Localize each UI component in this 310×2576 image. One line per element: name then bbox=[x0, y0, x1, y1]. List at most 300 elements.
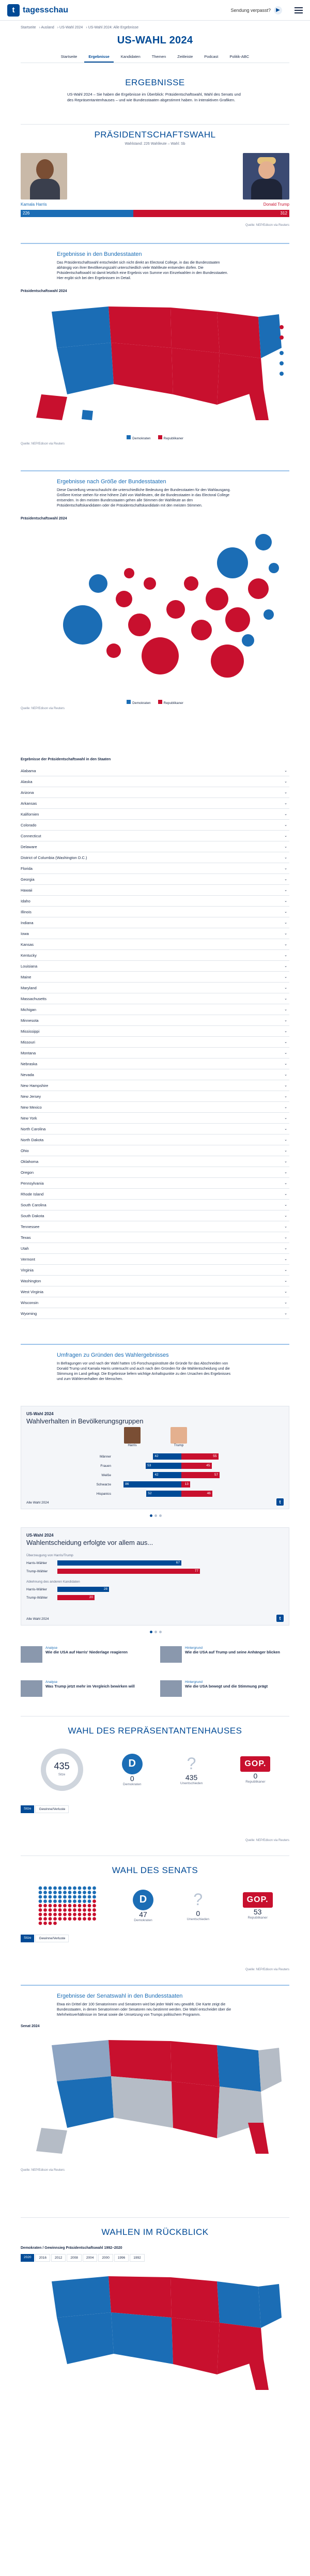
legend-rep: Republikaner bbox=[158, 700, 183, 705]
senate-seat bbox=[68, 1908, 72, 1912]
senate-seat bbox=[88, 1899, 91, 1903]
state-name: Georgia bbox=[21, 877, 35, 882]
chevron-down-icon: ⌄ bbox=[284, 1030, 287, 1034]
senate-seat bbox=[78, 1887, 82, 1890]
trump-avatar bbox=[171, 1427, 187, 1444]
card2-title: Wahlentscheidung erfolgte vor allem aus... bbox=[26, 1539, 153, 1546]
senate-other: ? 0 Unentschieden bbox=[187, 1890, 210, 1921]
state-row[interactable] bbox=[21, 907, 289, 917]
senate-seat bbox=[58, 1887, 62, 1890]
state-row[interactable] bbox=[21, 917, 289, 928]
survey-text: In Befragungen vor und nach der Wahl hatten US-Forschungsinstitute die Gründe für das Abschneiden von Donald Trump und Kamala Harris untersucht und auch nach den Gründen für die Wahlentscheidung und die Stimmung im Land gefragt. Die Ergebnisse liefern wichtige Anhaltspunkte zu den Ursachen des Ergebnisses und zum Wählerverhalten der Menschen. bbox=[57, 1362, 231, 1382]
breadcrumb-item[interactable]: Ausland bbox=[41, 26, 54, 29]
tab-year[interactable]: 2016 bbox=[35, 2254, 50, 2262]
state-name: Washington bbox=[21, 1278, 41, 1283]
state-row[interactable] bbox=[21, 1210, 289, 1221]
state-row[interactable] bbox=[21, 1254, 289, 1265]
senate-seat bbox=[43, 1887, 47, 1890]
harris-photo bbox=[21, 153, 67, 200]
senate-seat bbox=[73, 1895, 76, 1899]
live-label: Sendung verpasst? bbox=[230, 7, 271, 13]
senate-rep: GOP. 53 Republikaner bbox=[243, 1892, 273, 1920]
chevron-down-icon: ⌄ bbox=[284, 1084, 287, 1088]
senate-seat bbox=[53, 1913, 57, 1916]
article-image bbox=[21, 1680, 42, 1697]
senate-seat bbox=[88, 1891, 91, 1894]
menu-icon[interactable] bbox=[295, 7, 303, 13]
tab-year[interactable]: 1996 bbox=[114, 2254, 129, 2262]
article-teaser[interactable]: Hintergrund Wie die USA auf Trump und seine Anhänger blicken bbox=[160, 1646, 289, 1674]
live-link[interactable] bbox=[230, 6, 282, 14]
state-row[interactable] bbox=[21, 1189, 289, 1200]
chevron-down-icon: ⌄ bbox=[284, 1073, 287, 1077]
senate-seat bbox=[43, 1908, 47, 1912]
state-row[interactable] bbox=[21, 841, 289, 852]
gop-logo-icon: GOP. bbox=[243, 1892, 273, 1908]
chevron-down-icon: ⌄ bbox=[284, 888, 287, 893]
senate-seat bbox=[78, 1908, 82, 1912]
harris-bar: 53 bbox=[146, 1463, 181, 1469]
house-total: 435 bbox=[54, 1761, 70, 1771]
senate-seat bbox=[73, 1913, 76, 1916]
harris-column bbox=[119, 1427, 145, 1447]
state-row[interactable] bbox=[21, 1243, 289, 1254]
state-row[interactable] bbox=[21, 972, 289, 983]
senate-seat bbox=[39, 1891, 42, 1894]
senate-seat bbox=[88, 1887, 91, 1890]
chevron-down-icon: ⌄ bbox=[284, 845, 287, 849]
house-section bbox=[21, 1716, 289, 1845]
state-row[interactable] bbox=[21, 1015, 289, 1026]
state-name: Indiana bbox=[21, 920, 34, 925]
state-row[interactable] bbox=[21, 852, 289, 863]
tab-gewinne[interactable]: Gewinne/Verluste bbox=[35, 1935, 69, 1942]
senate-seat bbox=[88, 1917, 91, 1921]
state-row[interactable] bbox=[21, 1145, 289, 1156]
breadcrumb-item: US-Wahl 2024: Alle Ergebnisse bbox=[88, 26, 138, 29]
senate-seat bbox=[53, 1887, 57, 1890]
state-row[interactable] bbox=[21, 1059, 289, 1069]
state-row[interactable] bbox=[21, 1048, 289, 1059]
chevron-down-icon: ⌄ bbox=[284, 1236, 287, 1240]
senate-seat bbox=[39, 1887, 42, 1890]
brand-name[interactable]: tagesschau bbox=[23, 5, 69, 14]
senate-map-section bbox=[21, 1985, 289, 2207]
state-name: Nebraska bbox=[21, 1061, 38, 1066]
tab-podcast[interactable]: Podcast bbox=[204, 54, 219, 59]
state-name: Wisconsin bbox=[21, 1300, 39, 1305]
survey-row-label: Frauen bbox=[100, 1464, 111, 1468]
chevron-down-icon: ⌄ bbox=[284, 932, 287, 936]
trump-bar: 57 bbox=[181, 1472, 220, 1478]
article-teaser[interactable]: Analyse Was Trump jetzt mehr im Vergleich bewirken will bbox=[21, 1680, 150, 1708]
harris-label: Harris bbox=[128, 1444, 137, 1447]
map-legend bbox=[21, 435, 289, 440]
chevron-down-icon: ⌄ bbox=[284, 1279, 287, 1283]
senate-tabs bbox=[21, 1935, 289, 1942]
senate-seat bbox=[73, 1904, 76, 1908]
state-row[interactable] bbox=[21, 983, 289, 993]
tab-year[interactable]: 2012 bbox=[51, 2254, 66, 2262]
senate-section bbox=[21, 1856, 289, 1974]
chevron-down-icon: ⌄ bbox=[284, 997, 287, 1001]
electoral-bar bbox=[21, 210, 289, 217]
state-row[interactable] bbox=[21, 809, 289, 820]
trump-photo bbox=[243, 153, 289, 200]
senate-source: Quelle: NEP/Edison via Reuters bbox=[245, 1968, 289, 1971]
trump-bar: 46 bbox=[181, 1491, 212, 1497]
card1-title: Wahlverhalten in Bevölkerungsgruppen bbox=[26, 1417, 144, 1425]
state-row[interactable] bbox=[21, 1276, 289, 1286]
chevron-down-icon: ⌄ bbox=[284, 802, 287, 806]
tab-themen[interactable]: Themen bbox=[151, 54, 166, 59]
senate-seat bbox=[39, 1908, 42, 1912]
trump-bar: 13 bbox=[181, 1481, 190, 1488]
state-row[interactable] bbox=[21, 993, 289, 1004]
state-row[interactable] bbox=[21, 1297, 289, 1308]
trump-column bbox=[166, 1427, 192, 1447]
state-row[interactable] bbox=[21, 1167, 289, 1178]
senate-seat bbox=[49, 1887, 52, 1890]
state-name: Nevada bbox=[21, 1072, 34, 1077]
survey-row-label: Hispanics bbox=[96, 1492, 111, 1496]
legend-dem: Demokraten bbox=[127, 700, 150, 705]
house-title: WAHL DES REPRÄSENTANTENHAUSES bbox=[68, 1726, 242, 1736]
card2-dots[interactable] bbox=[150, 1631, 162, 1633]
card2-group2: Ablehnung des anderen Kandidaten bbox=[26, 1580, 80, 1584]
state-name: New Mexico bbox=[21, 1105, 42, 1110]
senate-us-map bbox=[21, 2030, 289, 2164]
senate-seat bbox=[78, 1904, 82, 1908]
tab-year[interactable]: 1992 bbox=[130, 2254, 144, 2262]
state-name: West Virginia bbox=[21, 1289, 43, 1294]
chevron-down-icon: ⌄ bbox=[284, 921, 287, 925]
state-name: District of Columbia (Washington D.C.) bbox=[21, 855, 87, 860]
tab-startseite[interactable]: Startseite bbox=[60, 54, 78, 59]
state-row[interactable] bbox=[21, 820, 289, 831]
state-name: Missouri bbox=[21, 1039, 35, 1045]
chevron-down-icon: ⌄ bbox=[284, 1225, 287, 1229]
house-dem: D 0 Demokraten bbox=[122, 1754, 143, 1786]
senate-seat bbox=[53, 1899, 57, 1903]
tab-ergebnisse[interactable]: Ergebnisse bbox=[84, 52, 113, 63]
state-name: Massachusetts bbox=[21, 996, 47, 1001]
senate-seat bbox=[49, 1908, 52, 1912]
state-row[interactable] bbox=[21, 1026, 289, 1037]
state-row[interactable] bbox=[21, 1091, 289, 1102]
state-west[interactable] bbox=[52, 306, 111, 348]
tab-zeitleiste[interactable]: Zeitleiste bbox=[177, 54, 193, 59]
state-name: Michigan bbox=[21, 1007, 37, 1012]
senate-seat bbox=[92, 1917, 96, 1921]
senate-seat bbox=[58, 1908, 62, 1912]
senate-map-text: Etwa ein Drittel der 100 Senatorinnen und Senatoren wird bei jeder Wahl neu gewählt. Die Karte zeigt die Bundesstaaten, in denen Senatorinnen oder Senatoren neu bestimmt werden. Die Wahl entscheidet über die Mehrheitsverhältnisse im Senat sowie die Umsetzung von Trumps politischem Programm. bbox=[57, 2003, 231, 2017]
state-row[interactable] bbox=[21, 798, 289, 809]
state-name: Illinois bbox=[21, 909, 32, 914]
bubble-section bbox=[21, 470, 289, 739]
senate-seat bbox=[58, 1899, 62, 1903]
harris-bar: 86 bbox=[123, 1481, 181, 1488]
state-row[interactable] bbox=[21, 765, 289, 776]
senate-seat bbox=[73, 1908, 76, 1912]
states-section bbox=[21, 757, 289, 1341]
bubble-map bbox=[21, 522, 289, 697]
senate-seat bbox=[53, 1895, 57, 1899]
tab-year[interactable]: 2008 bbox=[67, 2254, 81, 2262]
senate-seat bbox=[78, 1895, 82, 1899]
senate-seat bbox=[39, 1922, 42, 1925]
bubble-text: Diese Darstellung veranschaulicht die unterschiedliche Bedeutung der Bundesstaaten für den Wahlausgang. Größere Kreise stehen für eine höhere Zahl von Wahlleuten, die die Bundesstaaten in das Electoral College entsenden. In den meisten Bundesstaaten gehen alle Stimmen der Wahlleute an den Präsidentschaftskandidaten oder die Präsidentschaftskandidatin mit den meisten Stimmen. bbox=[57, 488, 231, 508]
tab-kandidaten[interactable]: Kandidaten bbox=[120, 54, 141, 59]
chevron-down-icon: ⌄ bbox=[284, 1192, 287, 1197]
senate-seat bbox=[53, 1891, 57, 1894]
chevron-down-icon: ⌄ bbox=[284, 954, 287, 958]
state-name: Virginia bbox=[21, 1267, 34, 1272]
senate-seat bbox=[68, 1904, 72, 1908]
harris-votes: 226 bbox=[21, 210, 133, 217]
chevron-down-icon: ⌄ bbox=[284, 1312, 287, 1316]
states-title: Ergebnisse der Präsidentschaftswahl in den Staaten bbox=[21, 758, 111, 761]
state-row[interactable] bbox=[21, 1221, 289, 1232]
senate-seat bbox=[63, 1917, 67, 1921]
state-name: North Carolina bbox=[21, 1126, 46, 1131]
state-row[interactable] bbox=[21, 928, 289, 939]
state-row[interactable] bbox=[21, 1156, 289, 1167]
senate-seat bbox=[68, 1917, 72, 1921]
harris-bar: 52 bbox=[146, 1491, 181, 1497]
card1-kicker: US-Wahl 2024 bbox=[26, 1412, 54, 1416]
senate-seat bbox=[39, 1895, 42, 1899]
map-chart-label: Präsidentschaftswahl 2024 bbox=[21, 289, 67, 293]
chevron-down-icon: ⌄ bbox=[284, 899, 287, 903]
state-name: Arkansas bbox=[21, 801, 37, 806]
review-us-map bbox=[21, 2266, 289, 2400]
review-tabs bbox=[21, 2254, 289, 2262]
chevron-down-icon: ⌄ bbox=[284, 910, 287, 914]
state-name: Pennsylvania bbox=[21, 1180, 44, 1186]
map-text: Das Präsidentschaftswahl entscheidet sich nicht direkt an Electoral College, in das die Bundesstaaten abhängig von ihrer Bevölkerungszahl unterschiedlich viele Wahlleute entsenden dürfen. Die Präsidentschaftswahl ist damit letztlich eine Ergebnis von Summe von Einzelwahlen in den Bundesstaaten. Hier ergibt sich bei den Ergebnissen im Detail. bbox=[57, 261, 228, 281]
senate-seat bbox=[63, 1891, 67, 1894]
senate-seat bbox=[43, 1904, 47, 1908]
senate-seat bbox=[63, 1899, 67, 1903]
state-row[interactable] bbox=[21, 1134, 289, 1145]
state-row[interactable] bbox=[21, 1069, 289, 1080]
senate-map-label: Senat 2024 bbox=[21, 2025, 40, 2029]
article-teaser[interactable]: Analyse Wie die USA auf Harris' Niederlage reagieren bbox=[21, 1646, 150, 1674]
chevron-down-icon: ⌄ bbox=[284, 769, 287, 773]
senate-seat bbox=[83, 1904, 86, 1908]
senate-seat bbox=[43, 1895, 47, 1899]
chevron-down-icon: ⌄ bbox=[284, 1258, 287, 1262]
survey-row-label: Schwarze bbox=[96, 1482, 111, 1486]
state-name: Oklahoma bbox=[21, 1159, 39, 1164]
survey-section bbox=[21, 1344, 289, 1396]
survey-title: Umfragen zu Gründen des Wahlergebnisses bbox=[57, 1352, 169, 1358]
chevron-down-icon: ⌄ bbox=[284, 1171, 287, 1175]
senate-seat bbox=[39, 1917, 42, 1921]
state-row[interactable] bbox=[21, 1113, 289, 1124]
senate-seat bbox=[78, 1899, 82, 1903]
chevron-down-icon: ⌄ bbox=[284, 1019, 287, 1023]
article-teaser[interactable]: Hintergrund Wie die USA bewegt und die Stimmung prägt bbox=[160, 1680, 289, 1708]
breadcrumb: Startseite › Ausland › US-Wahl 2024 › US-Wahl 2024: Alle Ergebnisse bbox=[21, 26, 138, 29]
senate-seat bbox=[83, 1899, 86, 1903]
card1-rows bbox=[26, 1452, 285, 1498]
senate-seat bbox=[92, 1913, 96, 1916]
survey-row-label: Männer bbox=[99, 1454, 111, 1459]
tab-year[interactable]: 2000 bbox=[98, 2254, 113, 2262]
state-row[interactable] bbox=[21, 950, 289, 961]
article-image bbox=[160, 1680, 182, 1697]
senate-seat bbox=[68, 1891, 72, 1894]
chevron-down-icon: ⌄ bbox=[284, 1268, 287, 1272]
chevron-down-icon: ⌄ bbox=[284, 986, 287, 990]
play-icon: ▶ bbox=[274, 6, 282, 14]
survey-card-1 bbox=[21, 1406, 289, 1509]
state-mountain[interactable] bbox=[109, 306, 172, 348]
states-list bbox=[21, 765, 289, 1319]
state-row[interactable] bbox=[21, 1080, 289, 1091]
chevron-down-icon: ⌄ bbox=[284, 823, 287, 827]
chevron-down-icon: ⌄ bbox=[284, 1095, 287, 1099]
harris-avatar bbox=[124, 1427, 141, 1444]
state-name: Montana bbox=[21, 1050, 36, 1055]
tab-sitze[interactable]: Sitze bbox=[21, 1935, 34, 1942]
state-name: Idaho bbox=[21, 898, 30, 903]
state-row[interactable] bbox=[21, 863, 289, 874]
survey-card-2 bbox=[21, 1527, 289, 1626]
senate-title: WAHL DES SENATS bbox=[112, 1865, 198, 1875]
state-name: Wyoming bbox=[21, 1311, 37, 1316]
tab-gewinne[interactable]: Gewinne/Verluste bbox=[35, 1805, 69, 1813]
state-row[interactable] bbox=[21, 787, 289, 798]
state-row[interactable] bbox=[21, 896, 289, 907]
state-row[interactable] bbox=[21, 1124, 289, 1134]
senate-seat bbox=[43, 1922, 47, 1925]
bubble-source: Quelle: NEP/Edison via Reuters bbox=[21, 707, 65, 710]
state-midwest[interactable] bbox=[171, 308, 220, 353]
harris-bar: 42 bbox=[153, 1453, 181, 1460]
state-row[interactable] bbox=[21, 1004, 289, 1015]
state-row[interactable] bbox=[21, 1037, 289, 1048]
state-name: Arizona bbox=[21, 790, 34, 795]
tab-year[interactable]: 2004 bbox=[83, 2254, 97, 2262]
chevron-down-icon: ⌄ bbox=[284, 1116, 287, 1121]
state-row[interactable] bbox=[21, 874, 289, 885]
logo-icon[interactable]: t bbox=[7, 4, 20, 17]
state-row[interactable] bbox=[21, 961, 289, 972]
state-hawaii[interactable] bbox=[82, 410, 93, 420]
trump-name: Donald Trump bbox=[263, 202, 289, 207]
card2-row-2a: Harris-Wähler 28 bbox=[26, 1586, 284, 1593]
senate-seat bbox=[73, 1887, 76, 1890]
gop-logo-icon: GOP. bbox=[240, 1756, 270, 1772]
state-row[interactable] bbox=[21, 885, 289, 896]
state-name: Florida bbox=[21, 866, 33, 871]
chevron-down-icon: ⌄ bbox=[284, 943, 287, 947]
card2-kicker: US-Wahl 2024 bbox=[26, 1533, 54, 1538]
topic-tabs bbox=[21, 52, 289, 63]
state-name: Rhode Island bbox=[21, 1191, 44, 1197]
chevron-down-icon: ⌄ bbox=[284, 1008, 287, 1012]
breadcrumb-item[interactable]: Startseite bbox=[21, 26, 36, 29]
trump-label: Trump bbox=[174, 1444, 184, 1447]
state-name: Alaska bbox=[21, 779, 33, 784]
chevron-down-icon: ⌄ bbox=[284, 856, 287, 860]
bubble-title: Ergebnisse nach Größe der Bundesstaaten bbox=[57, 479, 166, 485]
chevron-down-icon: ⌄ bbox=[284, 1160, 287, 1164]
review-title: WAHLEN IM RÜCKBLICK bbox=[101, 2227, 209, 2237]
state-row[interactable] bbox=[21, 939, 289, 950]
senate-seat bbox=[63, 1913, 67, 1916]
state-name: Tennessee bbox=[21, 1224, 40, 1229]
senate-seat-grid bbox=[37, 1885, 99, 1926]
tab-year[interactable]: 2020 bbox=[21, 2254, 34, 2262]
state-row[interactable] bbox=[21, 1308, 289, 1319]
state-row[interactable] bbox=[21, 1265, 289, 1276]
state-name: Iowa bbox=[21, 931, 29, 936]
senate-seat bbox=[49, 1895, 52, 1899]
card2-row-1b: Trump-Wähler 77 bbox=[26, 1568, 284, 1575]
house-source: Quelle: NEP/Edison via Reuters bbox=[245, 1839, 289, 1842]
results-intro bbox=[0, 78, 310, 103]
senate-seat bbox=[88, 1895, 91, 1899]
card1-dots[interactable] bbox=[150, 1514, 162, 1517]
state-row[interactable] bbox=[21, 1102, 289, 1113]
chevron-down-icon: ⌄ bbox=[284, 878, 287, 882]
senate-seat bbox=[58, 1913, 62, 1916]
senate-seat bbox=[53, 1904, 57, 1908]
state-row[interactable] bbox=[21, 831, 289, 841]
chevron-down-icon: ⌄ bbox=[284, 1290, 287, 1294]
chevron-down-icon: ⌄ bbox=[284, 1127, 287, 1131]
chevron-down-icon: ⌄ bbox=[284, 1247, 287, 1251]
senate-seat bbox=[39, 1899, 42, 1903]
state-name: Louisiana bbox=[21, 963, 38, 969]
article-image bbox=[21, 1646, 42, 1663]
state-name: Ohio bbox=[21, 1148, 29, 1153]
senate-seat bbox=[83, 1913, 86, 1916]
article-image bbox=[160, 1646, 182, 1663]
senate-seat bbox=[92, 1908, 96, 1912]
senate-map-source: Quelle: NEP/Edison via Reuters bbox=[21, 2168, 65, 2172]
state-row[interactable] bbox=[21, 1178, 289, 1189]
state-name: Mississippi bbox=[21, 1029, 40, 1034]
senate-seat bbox=[78, 1891, 82, 1894]
state-alaska[interactable] bbox=[36, 394, 67, 420]
card1-footer: Alle Wahl 2024 bbox=[26, 1501, 49, 1505]
senate-seat bbox=[83, 1891, 86, 1894]
state-row[interactable] bbox=[21, 776, 289, 787]
state-row[interactable] bbox=[21, 1200, 289, 1210]
senate-seat bbox=[68, 1895, 72, 1899]
state-name: Texas bbox=[21, 1235, 31, 1240]
senate-seat bbox=[58, 1895, 62, 1899]
survey-row-label: Weiße bbox=[101, 1473, 111, 1477]
senate-seat bbox=[63, 1895, 67, 1899]
tab-politik-abc[interactable]: Politik-ABC bbox=[229, 54, 250, 59]
state-lakes[interactable] bbox=[217, 312, 261, 358]
tab-sitze[interactable]: Sitze bbox=[21, 1805, 34, 1813]
senate-map-title: Ergebnisse der Senatswahl in den Bundesstaaten bbox=[57, 1993, 183, 1999]
breadcrumb-item[interactable]: US-Wahl 2024 bbox=[59, 26, 83, 29]
state-row[interactable] bbox=[21, 1232, 289, 1243]
senate-seat bbox=[88, 1908, 91, 1912]
card2-footer: Alle Wahl 2024 bbox=[26, 1617, 49, 1621]
state-row[interactable] bbox=[21, 1286, 289, 1297]
survey-row bbox=[26, 1452, 285, 1461]
senate-seat bbox=[88, 1913, 91, 1916]
